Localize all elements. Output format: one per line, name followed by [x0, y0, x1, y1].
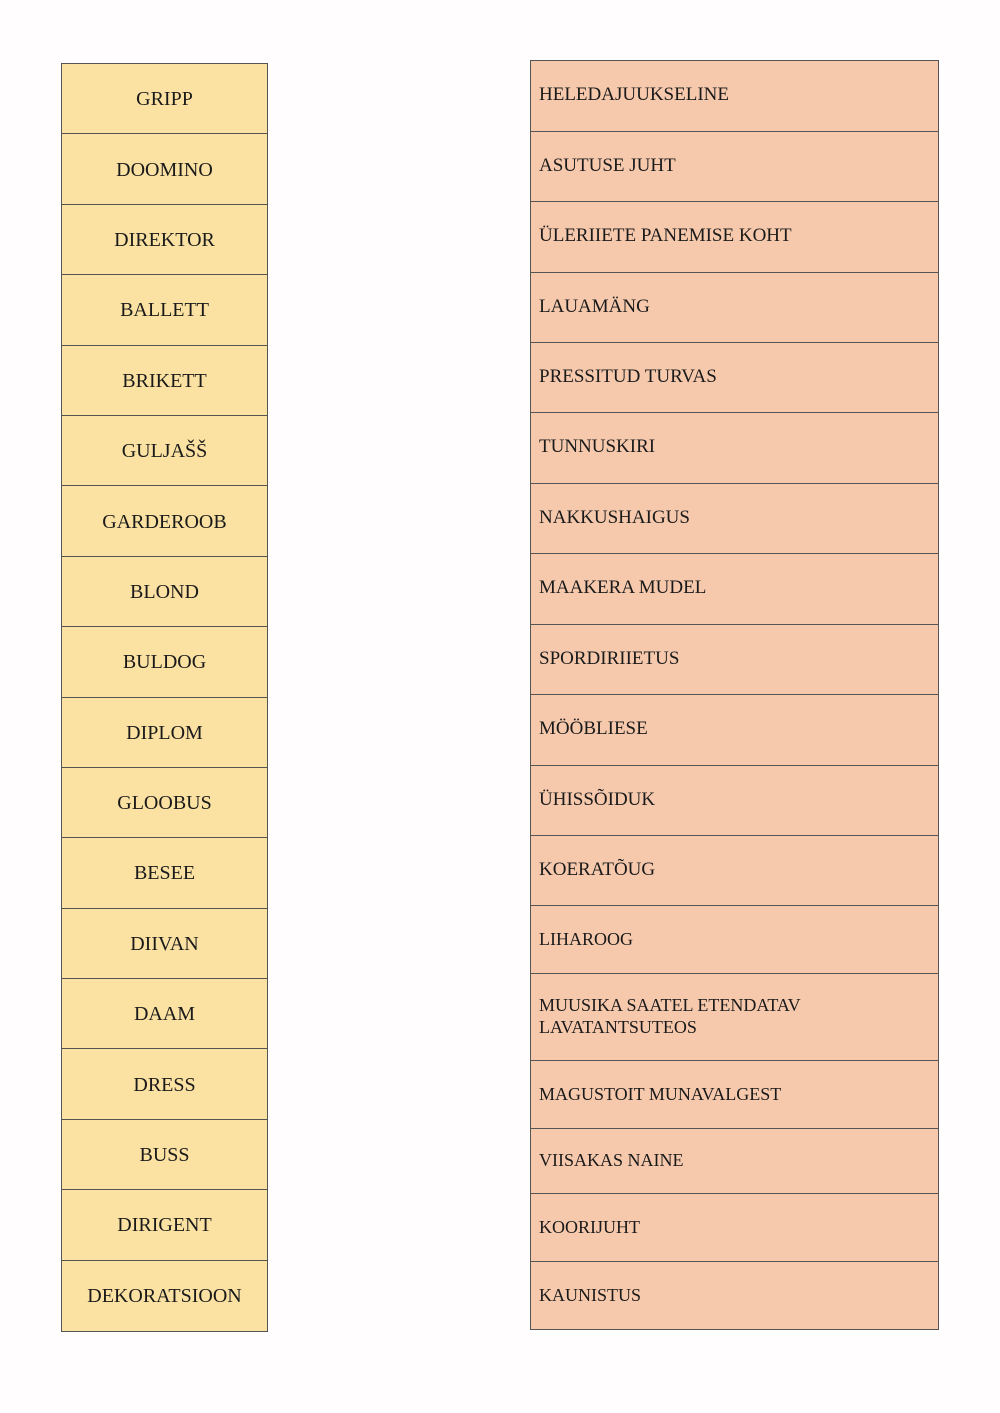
definition-card[interactable]	[531, 273, 938, 343]
definition-card[interactable]	[531, 766, 938, 836]
word-card[interactable]	[62, 346, 267, 416]
word-label: DIRIGENT	[117, 1214, 212, 1237]
word-label: DIPLOM	[126, 721, 203, 744]
definition-card[interactable]	[531, 1129, 938, 1194]
word-label: GARDEROOB	[102, 510, 227, 533]
definition-card[interactable]	[531, 132, 938, 202]
definition-label: TUNNUSKIRI	[539, 436, 656, 457]
word-card[interactable]	[62, 979, 267, 1049]
definition-label: SPORDIRIIETUS	[539, 647, 680, 669]
definition-label: ASUTUSE JUHT	[539, 154, 676, 176]
definition-label: LIHAROOG	[539, 928, 633, 949]
definition-label: HELEDAJUUKSELINE	[539, 84, 729, 105]
word-column	[61, 63, 268, 1332]
definition-card[interactable]	[531, 625, 938, 695]
word-label: BULDOG	[122, 651, 207, 674]
definition-card[interactable]	[531, 695, 938, 766]
word-card[interactable]	[62, 64, 267, 134]
word-label: BALLETT	[120, 299, 209, 322]
definition-label: KOORIJUHT	[539, 1216, 640, 1237]
word-label: BUSS	[139, 1144, 190, 1167]
word-label: GULJAŠŠ	[121, 440, 208, 463]
word-label: DAAM	[133, 1003, 196, 1026]
definition-card[interactable]	[531, 554, 938, 625]
word-card[interactable]	[62, 1190, 267, 1260]
word-label: BRIKETT	[122, 369, 207, 392]
definition-card[interactable]	[531, 413, 938, 484]
word-card[interactable]	[62, 768, 267, 838]
word-card[interactable]	[62, 909, 267, 979]
word-card[interactable]	[62, 1261, 267, 1331]
word-card[interactable]	[62, 134, 267, 204]
definition-card[interactable]	[531, 1194, 938, 1262]
word-label: DEKORATSIOON	[87, 1285, 242, 1308]
definition-card[interactable]	[531, 484, 938, 554]
word-card[interactable]	[62, 486, 267, 556]
definition-label: VIISAKAS NAINE	[539, 1150, 684, 1170]
word-label: BLOND	[130, 580, 199, 603]
word-label: DIREKTOR	[114, 228, 215, 251]
word-label: DOOMINO	[116, 158, 213, 181]
definition-card[interactable]	[531, 974, 938, 1061]
definition-card[interactable]	[531, 836, 938, 906]
word-label: GRIPP	[136, 88, 193, 111]
definition-label: LAUAMÄNG	[539, 295, 650, 317]
word-card[interactable]	[62, 698, 267, 768]
definition-card[interactable]	[531, 61, 938, 132]
definition-label: NAKKUSHAIGUS	[539, 506, 690, 528]
definition-card[interactable]	[531, 906, 938, 974]
word-label: GLOOBUS	[117, 792, 212, 815]
definition-card[interactable]	[531, 1262, 938, 1329]
word-label: DRESS	[133, 1073, 196, 1096]
definition-label: MÖÖBLIESE	[539, 718, 648, 739]
word-label: DIIVAN	[130, 932, 199, 955]
definition-label: KAUNISTUS	[539, 1284, 642, 1305]
definition-label: MUUSIKA SAATEL ETENDATAV LAVATANTSUTEOS	[539, 995, 801, 1037]
definition-column	[530, 60, 939, 1330]
definition-label: KOERATÕUG	[539, 858, 656, 880]
word-card[interactable]	[62, 205, 267, 275]
word-card[interactable]	[62, 838, 267, 908]
definition-label: ÜLERIIETE PANEMISE KOHT	[539, 225, 792, 246]
word-card[interactable]	[62, 557, 267, 627]
definition-label: PRESSITUD TURVAS	[539, 365, 717, 387]
definition-label: ÜHISSÕIDUK	[539, 788, 656, 810]
definition-card[interactable]	[531, 202, 938, 273]
word-card[interactable]	[62, 416, 267, 486]
definition-card[interactable]	[531, 1061, 938, 1129]
word-label: BESEE	[133, 862, 196, 885]
definition-label: MAGUSTOIT MUNAVALGEST	[539, 1083, 782, 1104]
word-card[interactable]	[62, 1049, 267, 1119]
definition-label: MAAKERA MUDEL	[539, 577, 707, 598]
word-card[interactable]	[62, 275, 267, 345]
word-card[interactable]	[62, 627, 267, 697]
word-card[interactable]	[62, 1120, 267, 1190]
definition-card[interactable]	[531, 343, 938, 413]
